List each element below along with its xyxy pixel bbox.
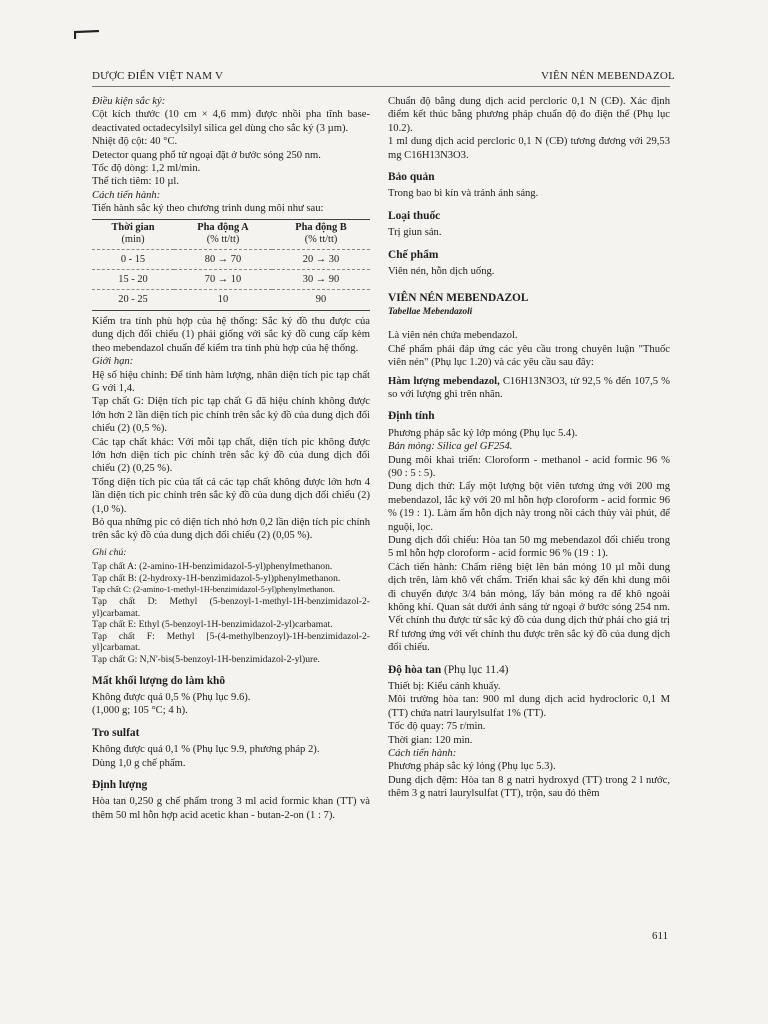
heading-sulfated-ash: Tro sulfat [92,726,140,739]
table-subheader-phase-a: (% tt/tt) [206,233,240,245]
table-row [92,249,370,269]
label-notes: Ghi chú: [92,546,127,558]
table-cell-phase-a: 80 → 70 [174,249,272,269]
identification-plate: Bản mỏng: Silica gel GF254. [388,441,513,453]
detector-spec: Detector quang phổ tử ngoại đặt ở bước sóng 250 nm. [92,149,321,161]
note-impurity-g: Tạp chất G: N,N'-bis(5-benzoyl-1H-benzimidazol-2-yl)ure. [92,653,320,665]
storage-text: Trong bao bì kín và tránh ánh sáng. [388,188,539,200]
table-cell-phase-b: 90 [272,290,370,310]
content-formula: C16H13N3O3, [502,375,568,387]
content-heading: Hàm lượng mebendazol, [388,375,500,387]
flow-rate: Tốc độ dòng: 1,2 ml/min. [92,163,201,175]
other-impurities-limit: Các tạp chất khác: Với mỗi tạp chất, diện tích pic không được lớn hơn diện tích pic chính trên sắc ký đồ của dung dịch đối chiếu (2) (0,25 %). [92,436,370,475]
preparations-text: Viên nén, hỗn dịch uống. [388,266,495,278]
heading-preparations: Chế phẩm [388,248,439,261]
heading-loss-on-drying: Mất khối lượng do làm khô [92,674,226,687]
table-cell-phase-a: 70 → 10 [174,270,272,290]
corner-crop-mark [74,30,100,40]
sulfated-ash-sample: Dùng 1,0 g chế phẩm. [92,757,186,769]
identification-method: Phương pháp sắc ký lớp mỏng (Phụ lục 5.4). [388,427,578,439]
dissolution-method: Phương pháp sắc ký lỏng (Phụ lục 5.3). [388,761,556,773]
table-header-time: Thời gian [92,219,174,234]
gradient-table [92,219,370,311]
assay-procedure: Hòa tan 0,250 g chế phẩm trong 3 ml acid formic khan (TT) và thêm 50 ml hỗn hợp acid acetic khan - butan-2-on (1 : 7). [92,796,370,821]
total-impurities-limit: Tổng diện tích pic của tất cả các tạp chất không được lớn hơn 4 lần diện tích pic chính trên sắc ký đồ của dung dịch đối chiếu (2) (1,0 %). [92,476,370,515]
identification-reference-solution: Dung dịch đối chiếu: Hòa tan 50 mg mebendazol đối chiếu trong 5 ml hỗn hợp cloroform - acid formic 96 % (19 : 1). [388,534,670,560]
table-header-phase-b: Pha động B [272,219,370,234]
table-cell-phase-a: 10 [174,290,272,310]
table-cell-time: 20 - 25 [92,290,174,310]
dissolution-reference: (Phụ lục 11.4) [444,663,509,676]
label-chromatography-conditions: Điều kiện sắc ký: [92,96,166,107]
dissolution-time: Thời gian: 120 min. [388,734,473,746]
content-paragraph [388,375,670,402]
header-rule [92,86,670,87]
loss-on-drying-limit: Không được quá 0,5 % (Phụ lục 9.6). [92,691,251,703]
table-row [92,290,370,310]
table-cell-time: 15 - 20 [92,270,174,290]
note-impurity-b: Tạp chất B: (2-hydroxy-1H-benzimidazol-5-yl)phenylmethanon. [92,572,341,584]
table-subheader-phase-b: (% tt/tt) [304,233,338,245]
table-row [92,270,370,290]
monograph-latin-name: Tabellae Mebendazoli [388,306,473,317]
gradient-intro: Tiến hành sắc ký theo chương trình dung môi như sau: [92,203,324,215]
correction-factor: Hệ số hiệu chỉnh: Để tính hàm lượng, nhân diện tích pic tạp chất G với 1,4. [92,369,370,394]
note-impurity-a: Tạp chất A: (2-amino-1H-benzimidazol-5-yl)phenylmethanon. [92,561,333,573]
column-temperature: Nhiệt độ cột: 40 °C. [92,136,178,148]
monograph-title: VIÊN NÉN MEBENDAZOL [388,292,529,305]
label-limits: Giới hạn: [92,356,134,368]
table-cell-time: 0 - 15 [92,249,174,269]
identification-mobile-phase: Dung môi khai triển: Cloroform - methanol - acid formic 96 % (90 : 5 : 5). [388,454,670,479]
heading-storage: Bảo quản [388,171,435,184]
drug-class-text: Trị giun sán. [388,227,442,239]
label-procedure: Cách tiến hành: [92,189,161,201]
dissolution-title: Độ hòa tan [388,663,442,676]
definition-text: Là viên nén chứa mebendazol. [388,330,518,342]
identification-procedure: Cách tiến hành: Chấm riêng biệt lên bản mỏng 10 µl mỗi dung dịch trên, làm khô vết chấm. Triển khai sắc ký đến khi dung môi đi chuyển được 3/4 bản mỏng, lấy bản mỏng ra để khô ngoài không khí. Quan sát dưới ánh sáng tử ngoại ở bước sóng 254 nm. Vết chính thu được từ sắc ký đồ của dung dịch thử phải cho giá trị Rf tương ứng với vết chính thu được trên sắc ký đồ của dung dịch đối chiếu. [388,561,670,654]
table-subheader-time: (min) [121,233,145,245]
table-header-phase-a: Pha động A [174,219,272,234]
note-impurity-e: Tạp chất E: Ethyl (5-benzoyl-1H-benzimidazol-2-yl)carbamat. [92,619,333,631]
identification-test-solution: Dung dịch thử: Lấy một lượng bột viên tương ứng với 200 mg mebendazol, lắc kỹ với 20 ml hỗn hợp cloroform - acid formic 96 % (19 : 1). Làm ấm hỗn dịch này trong nồi cách thủy vài phút, để nguội, lọc. [388,481,670,533]
loss-on-drying-conditions: (1,000 g; 105 °C; 4 h). [92,705,188,717]
dissolution-medium: Môi trường hòa tan: 900 ml dung dịch acid hydrocloric 0,1 M (TT) chứa natri laurylsulfat 1% (TT). [388,694,670,719]
system-suitability: Kiểm tra tính phù hợp của hệ thống: Sắc ký đồ thu được của dung dịch đối chiếu (1) phải giống với sắc ký đồ cung cấp kèm theo mebendazol chuẩn để kiểm tra tính phù hợp của hệ thống. [92,315,370,354]
page-number: 611 [652,930,669,942]
note-impurity-d: Tạp chất D: Methyl (5-benzoyl-1-methyl-1H-benzimidazol-2-yl)carbamat. [92,595,370,619]
left-column [92,95,370,822]
running-header-right: VIÊN NÉN MEBENDAZOL [541,70,675,82]
injection-volume: Thể tích tiêm: 10 µl. [92,176,180,188]
dissolution-apparatus: Thiết bị: Kiểu cánh khuấy. [388,681,501,693]
right-column [388,95,670,801]
titration-equivalence: 1 ml dung dịch acid percloric 0,1 N (CĐ) tương đương với 29,53 mg C16H13N3O3. [388,136,670,161]
impurity-g-limit: Tạp chất G: Diện tích pic tạp chất G đã hiệu chỉnh không được lớn hơn 2 lần diện tích pic chính trên sắc ký đồ của dung dịch đối chiếu (2) (0,5 %). [92,396,370,435]
dissolution-speed: Tốc độ quay: 75 r/min. [388,721,486,733]
heading-assay: Định lượng [92,778,148,791]
heading-drug-class: Loại thuốc [388,209,441,222]
running-header-left: DƯỢC ĐIỂN VIỆT NAM V [92,70,224,82]
heading-dissolution [388,664,670,677]
column-spec: Cột kích thước (10 cm × 4,6 mm) được nhồi pha tĩnh base-deactivated octadecylsilyl silica gel dùng cho sắc ký (3 µm). [92,109,370,134]
dissolution-procedure-label: Cách tiến hành: [388,748,457,760]
content-range: từ 92,5 % đến 107,5 % so với lượng ghi trên nhãn. [388,375,670,400]
heading-identification: Định tính [388,410,435,423]
sulfated-ash-limit: Không được quá 0,1 % (Phụ lục 9.9, phương pháp 2). [92,744,320,756]
table-cell-phase-b: 30 → 90 [272,270,370,290]
titration-text: Chuẩn độ bằng dung dịch acid percloric 0,1 N (CĐ). Xác định điểm kết thúc bằng phương pháp chuẩn độ đo điện thế (Phụ lục 10.2). [388,96,670,134]
requirements-text: Chế phẩm phải đáp ứng các yêu cầu trong chuyên luận "Thuốc viên nén" (Phụ lục 1.20) và các yêu cầu sau đây: [388,343,670,369]
dissolution-buffer: Dung dịch đệm: Hòa tan 8 g natri hydroxyd (TT) trong 2 l nước, thêm 3 g natri laurylsulfat (TT), trộn, sau đó thêm [388,774,670,800]
note-impurity-f: Tạp chất F: Methyl [5-(4-methylbenzoyl)-1H-benzimidazol-2-yl]carbamat. [92,630,370,654]
note-impurity-c: Tạp chất C: (2-amino-1-methyl-1H-benzimidazol-5-yl)phenylmethanon. [92,585,335,595]
disregard-limit: Bỏ qua những pic có diện tích nhỏ hơn 0,2 lần diện tích pic chính trên sắc ký đồ của dung dịch đối chiếu (2) (0,05 %). [92,516,370,542]
table-cell-phase-b: 20 → 30 [272,249,370,269]
